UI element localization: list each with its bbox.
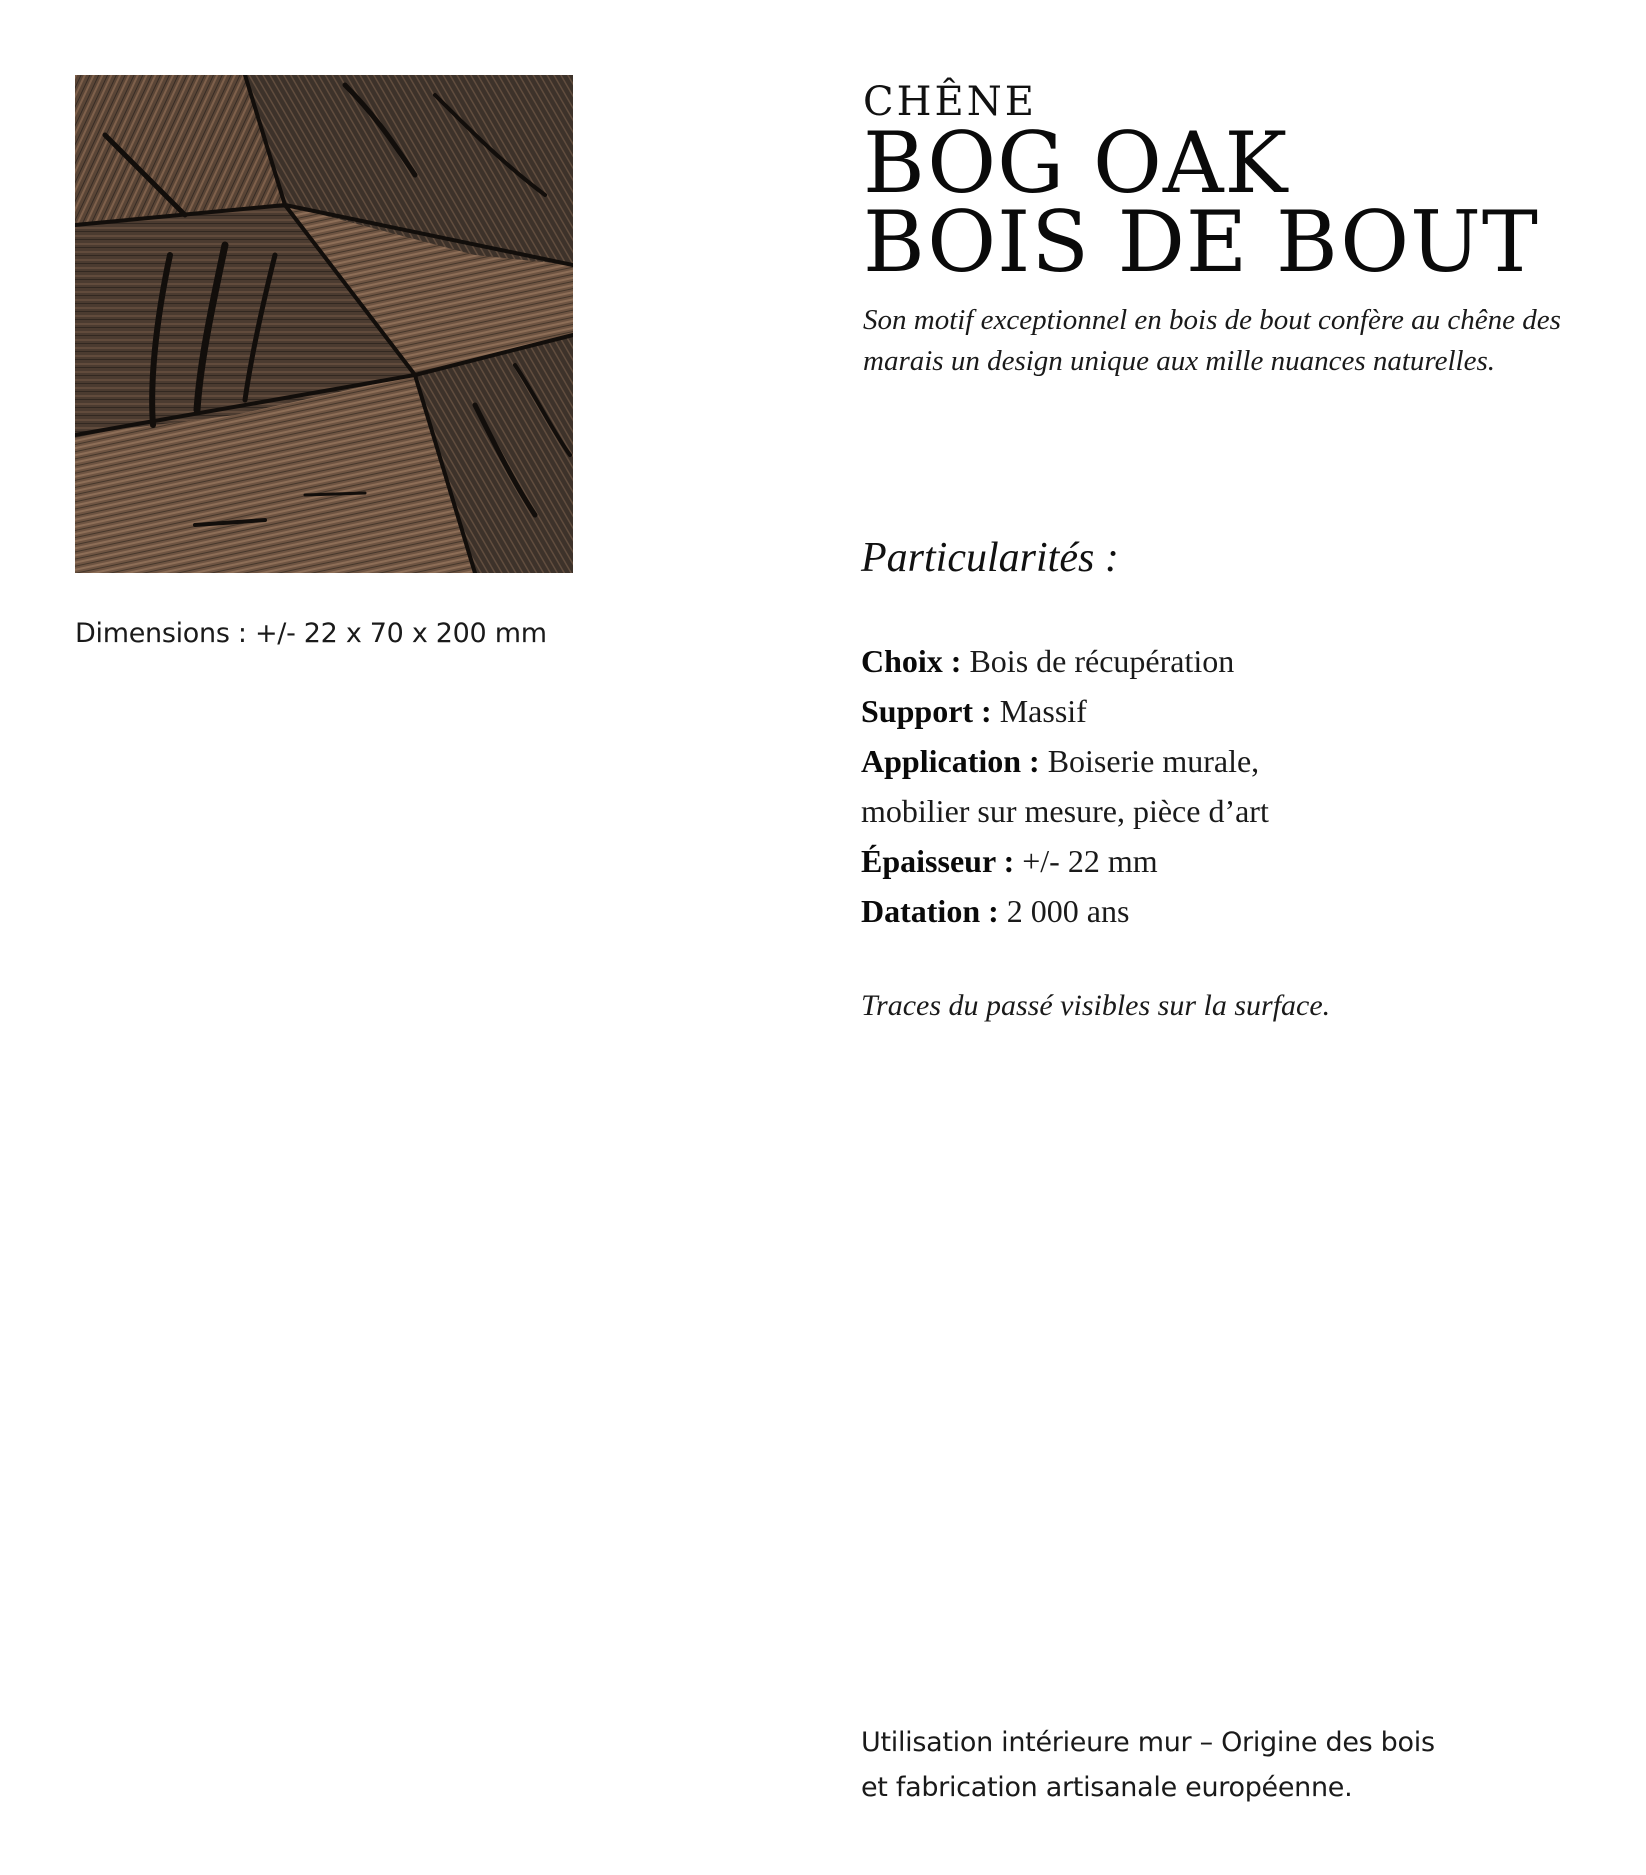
product-subtitle: Son motif exceptionnel en bois de bout confère au chêne des marais un design unique aux mille nuances naturelles. [863,304,1561,377]
spec-value: Massif [991,693,1087,729]
spec-item-datation [861,886,1621,936]
spec-item-support [861,686,1621,736]
product-title-line-1: BOG OAK [863,114,1289,212]
spec-item-application [861,736,1291,836]
spec-list [861,636,1621,936]
product-header [863,78,1623,382]
spec-note: Traces du passé visibles sur la surface. [861,989,1331,1022]
spec-value: 2 000 ans [998,893,1130,929]
spec-item-choix [861,636,1621,686]
product-title [863,114,1623,291]
spec-key: Support : [861,693,992,729]
dimensions-text: Dimensions : +/- 22 x 70 x 200 mm [75,618,547,649]
spec-key: Application : [861,743,1040,779]
wood-texture-image [75,75,573,573]
specs-section [861,532,1621,1026]
specs-heading: Particularités : [861,535,1119,581]
spec-key: Datation : [861,893,999,929]
spec-value: Boiserie murale, mobilier sur mesure, pièce d’art [861,743,1269,829]
footer-note [861,1720,1561,1810]
spec-item-epaisseur [861,836,1621,886]
product-kicker: CHÊNE [863,79,1037,125]
product-title-line-2: BOIS DE BOUT [863,193,1539,291]
spec-value: Bois de récupération [961,643,1235,679]
spec-key: Choix : [861,643,962,679]
footer-line-2: et fabrication artisanale européenne. [861,1772,1353,1803]
spec-value: +/- 22 mm [1014,843,1158,879]
spec-key: Épaisseur : [861,843,1015,879]
footer-line-1: Utilisation intérieure mur – Origine des bois [861,1727,1435,1758]
